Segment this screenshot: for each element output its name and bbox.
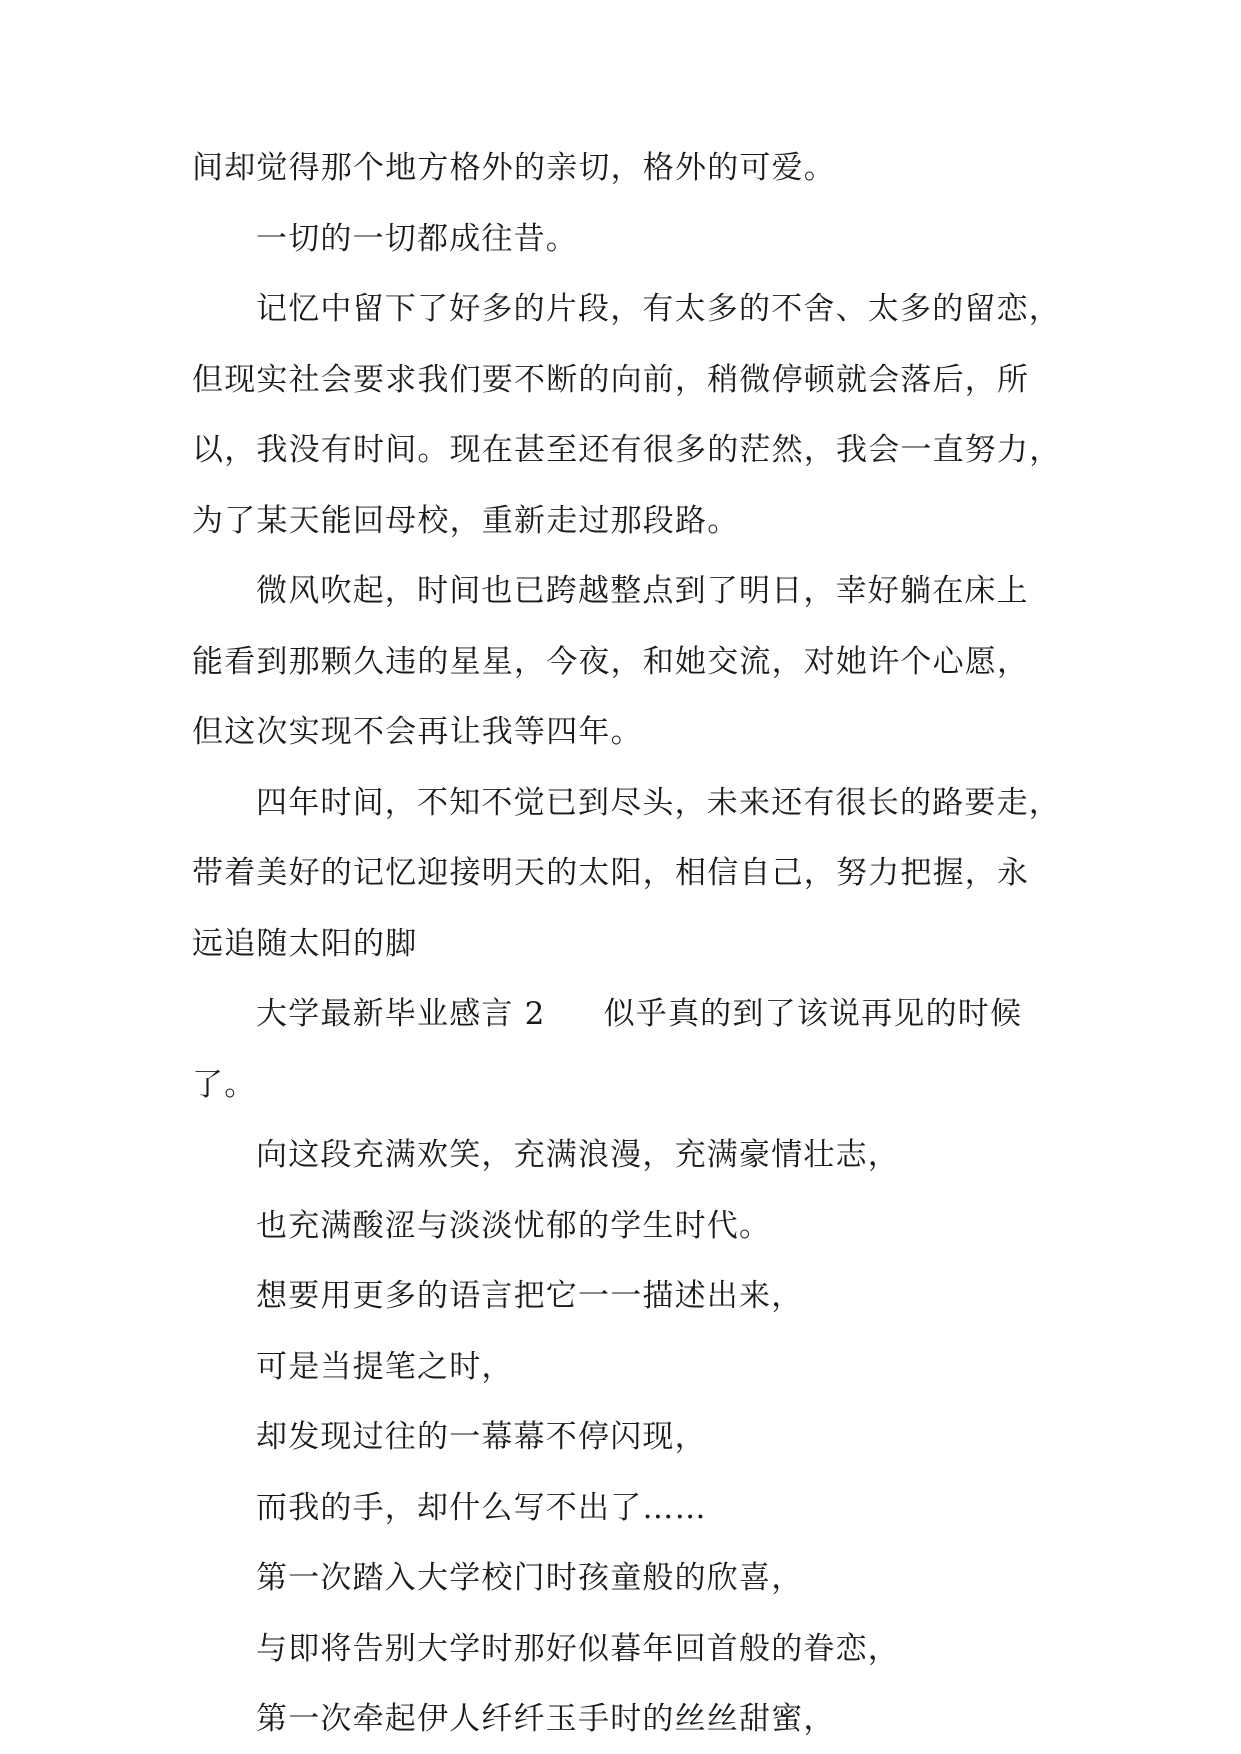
text-line: 带着美好的记忆迎接明天的太阳，相信自己，努力把握，永 [192, 855, 1030, 891]
text-line: 远追随太阳的脚 [192, 926, 418, 962]
text-line: 微风吹起，时间也已跨越整点到了明日，幸好躺在床上 [256, 573, 1029, 609]
text-line: 却发现过往的一幕幕不停闪现， [256, 1419, 707, 1455]
text-line: 向这段充满欢笑，充满浪漫，充满豪情壮志， [256, 1137, 900, 1173]
text-line: 为了某天能回母校，重新走过那段路。 [192, 503, 740, 539]
section-heading: 大学最新毕业感言 2 [256, 996, 546, 1032]
text-line: 而我的手，却什么写不出了…… [256, 1490, 707, 1526]
text-line: 间却觉得那个地方格外的亲切，格外的可爱。 [192, 150, 836, 186]
text-line: 能看到那颗久违的星星，今夜，和她交流，对她许个心愿， [192, 644, 1030, 680]
section-heading-line [256, 994, 1072, 1034]
text-line: 想要用更多的语言把它一一描述出来， [256, 1278, 804, 1314]
text-line: 一切的一切都成往昔。 [256, 221, 578, 257]
text-line: 记忆中留下了好多的片段，有太多的不舍、太多的留恋， [256, 291, 1061, 327]
text-line: 与即将告别大学时那好似暮年回首般的眷恋， [256, 1631, 900, 1667]
text-line: 第一次牵起伊人纤纤玉手时的丝丝甜蜜， [256, 1701, 836, 1737]
text-line: 四年时间，不知不觉已到尽头，未来还有很长的路要走， [256, 785, 1061, 821]
text-line: 以，我没有时间。现在甚至还有很多的茫然，我会一直努力， [192, 432, 1062, 468]
section-first-sentence: 似乎真的到了该说再见的时候 [603, 996, 1023, 1032]
text-line: 了。 [192, 1067, 257, 1103]
text-line: 也充满酸涩与淡淡忧郁的学生时代。 [256, 1208, 772, 1244]
text-line: 第一次踏入大学校门时孩童般的欣喜， [256, 1560, 804, 1596]
text-line: 可是当提笔之时， [256, 1349, 514, 1385]
text-line: 但这次实现不会再让我等四年。 [192, 714, 643, 750]
text-line: 但现实社会要求我们要不断的向前，稍微停顿就会落后，所 [192, 362, 1030, 398]
